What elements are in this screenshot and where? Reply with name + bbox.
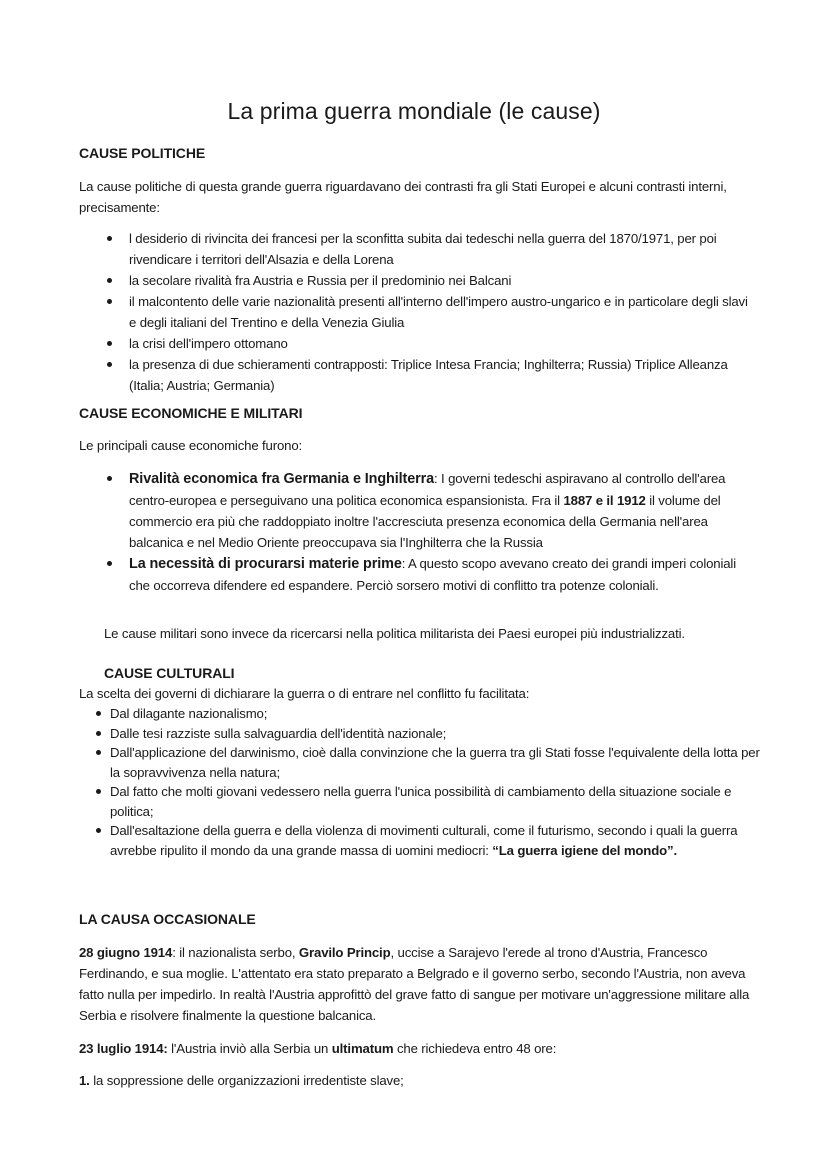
item-lead: La necessità di procurarsi materie prime [129,556,402,572]
para-23-luglio: 23 luglio 1914: l'Austria inviò alla Serbia un ultimatum che richiedeva entro 48 ore: [79,1041,557,1056]
bullet-icon [96,731,101,736]
bullet-icon [107,278,112,283]
intro-cause-economiche: Le principali cause economiche furono: [79,438,303,453]
list-cause-politiche [129,228,749,396]
list-item: il malcontento delle varie nazionalità presenti all'interno dell'impero austro-ungarico e in particolare degli slavi e degli italiani del Trentino e della Venezia Giulia [129,291,749,333]
list-item: l desiderio di rivincita dei francesi per la sconfitta subita dai tedeschi nella guerra del 1870/1971, per poi rivendicare i territori dell'Alsazia e della Lorena [129,228,749,270]
para-ultimatum-point-1: 1. la soppressione delle organizzazioni irredentiste slave; [79,1073,404,1088]
bullet-icon [96,750,101,755]
list-item: la crisi dell'impero ottomano [129,333,749,354]
heading-cause-politiche: CAUSE POLITICHE [79,145,206,161]
para-28-giugno: 28 giugno 1914: il nazionalista serbo, Gravilo Princip, uccise a Sarajevo l'erede al trono d'Austria, Francesco Ferdinando, e sua moglie. L'attentato era stato preparato a Belgrado e il governo serbo, secondo l'Austria, non aveva fatto nulla per impedirlo. In realtà l'Austria approfittò del grave fatto di sangue per motivare un'aggressione militare alla Serbia e risolvere finalmente la questione balcanica. [79,945,750,1023]
bullet-icon [96,789,101,794]
bullet-icon [107,561,112,566]
bold-years: 1887 e il 1912 [563,493,646,508]
heading-cause-culturali: CAUSE CULTURALI [104,665,235,681]
list-item: la secolare rivalità fra Austria e Russia per il predominio nei Balcani [129,270,749,291]
list-cause-culturali [110,704,760,860]
bullet-icon [107,341,112,346]
list-item: la presenza di due schieramenti contrapposti: Triplice Intesa Francia; Inghilterra; Russia) Triplice Alleanza (Italia; Austria; Germania) [129,354,749,396]
date-23-luglio: 23 luglio 1914: [79,1041,168,1056]
date-28-giugno: 28 giugno 1914 [79,945,173,960]
bullet-icon [96,711,101,716]
list-item: La necessità di procurarsi materie prime: A questo scopo avevano creato dei grandi imperi coloniali che occorreva difendere ed espandere. Perciò sorsero motivi di conflitto tra potenze coloniali. [129,553,759,596]
heading-cause-economiche: CAUSE ECONOMICHE E MILITARI [79,405,303,421]
list-item: Dalle tesi razziste sulla salvaguardia dell'identità nazionale; [110,724,760,744]
list-cause-economiche [129,468,759,596]
intro-cause-culturali: La scelta dei governi di dichiarare la guerra o di entrare nel conflitto fu facilitata: [79,686,530,701]
heading-causa-occasionale: LA CAUSA OCCASIONALE [79,911,256,927]
list-item: Dall'applicazione del darwinismo, cioè dalla convinzione che la guerra tra gli Stati fosse l'equivalente della lotta per la sopravvivenza nella natura; [110,743,760,782]
list-item: Dal dilagante nazionalismo; [110,704,760,724]
bullet-icon [107,476,112,481]
para-cause-militari: Le cause militari sono invece da ricercarsi nella politica militarista dei Paesi europei più industrializzati. [104,626,685,641]
item-lead: Rivalità economica fra Germania e Inghilterra [129,471,435,487]
bullet-icon [107,299,112,304]
page-title: La prima guerra mondiale (le cause) [227,98,601,124]
futurism-quote: “La guerra igiene del mondo”. [492,842,677,858]
name-princip: Gravilo Princip [298,945,391,960]
bullet-icon [107,362,112,367]
point-number: 1. [79,1073,90,1088]
ultimatum-word: ultimatum [331,1041,394,1056]
bullet-icon [96,828,101,833]
intro-cause-politiche: La cause politiche di questa grande guerra riguardavano dei contrasti fra gli Stati Europei e alcuni contrasti interni, precisamente: [79,179,727,215]
bullet-icon [107,236,112,241]
list-item: Rivalità economica fra Germania e Inghilterra: I governi tedeschi aspiravano al controllo dell'area centro-europea e perseguivano una politica economica espansionista. Fra il 1887 e il 1912 il volume del commercio era più che raddoppiato inoltre l'accresciuta presenza economica della Germania nell'area balcanica e nel Medio Oriente preoccupava sia l'Inghilterra che la Russia [129,468,759,553]
list-item: Dal fatto che molti giovani vedessero nella guerra l'unica possibilità di cambiamento della situazione sociale e politica; [110,782,760,821]
list-item: Dall'esaltazione della guerra e della violenza di movimenti culturali, come il futurismo, secondo i quali la guerra avrebbe ripulito il mondo da una grande massa di uomini mediocri: “La guerra igiene del mondo”. [110,821,760,860]
